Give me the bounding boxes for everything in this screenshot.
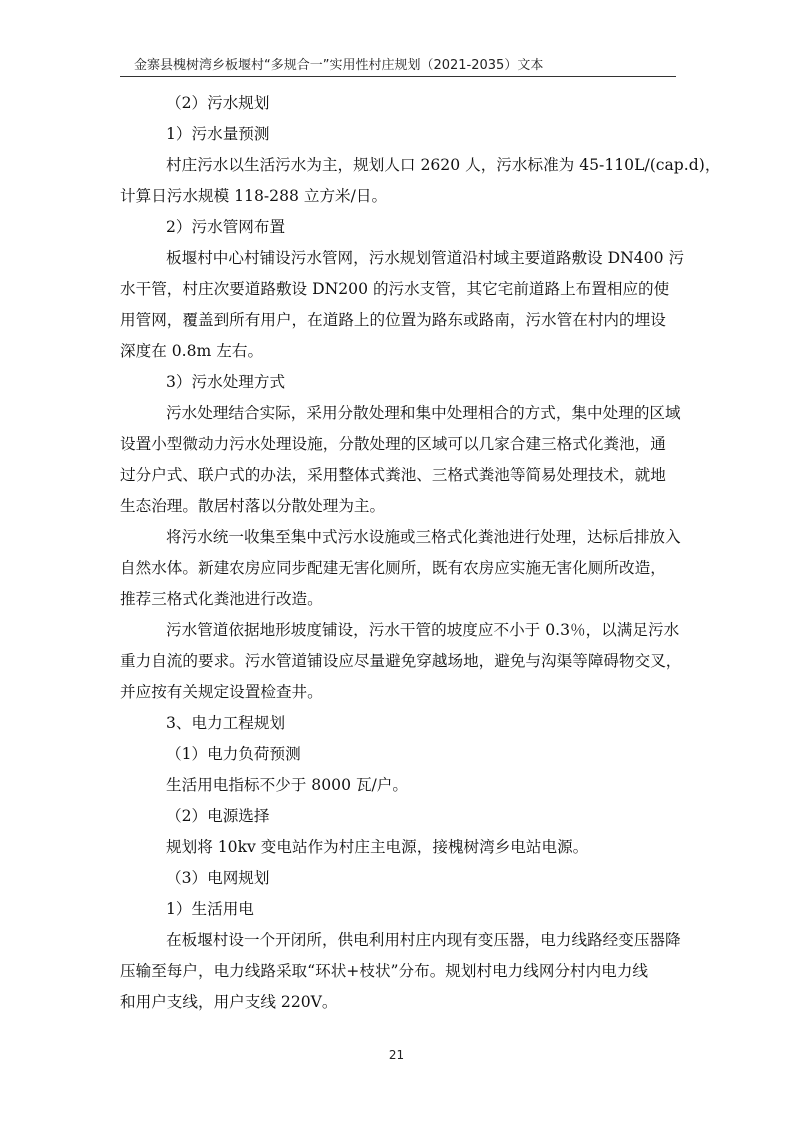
paragraph-line: 推荐三格式化粪池进行改造。 (120, 590, 323, 608)
paragraph-line: 水干管，村庄次要道路敷设 DN200 的污水支管，其它宅前道路上布置相应的使 (120, 280, 670, 298)
paragraph-line: 生态治理。散居村落以分散处理为主。 (120, 497, 386, 515)
heading-power-load: （1）电力负荷预测 (166, 745, 301, 763)
header-rule (120, 76, 676, 77)
paragraph-line: 污水处理结合实际，采用分散处理和集中处理相合的方式，集中处理的区域 (166, 404, 681, 422)
paragraph-line: 规划将 10kv 变电站作为村庄主电源，接槐树湾乡电站电源。 (166, 838, 589, 856)
paragraph-line: 和用户支线，用户支线 220V。 (120, 993, 338, 1011)
paragraph-line: 在板堰村设一个开闭所，供电利用村庄内现有变压器，电力线路经变压器降 (166, 931, 681, 949)
paragraph-line: 板堰村中心村铺设污水管网，污水规划管道沿村域主要道路敷设 DN400 污 (166, 249, 685, 267)
paragraph-line: 生活用电指标不少于 8000 瓦/户。 (166, 776, 408, 794)
paragraph-line: 过分户式、联户式的办法，采用整体式粪池、三格式粪池等简易处理技术，就地 (120, 466, 666, 484)
paragraph-line: 将污水统一收集至集中式污水设施或三格式化粪池进行处理，达标后排放入 (166, 528, 681, 546)
heading-power-source: （2）电源选择 (166, 807, 270, 825)
paragraph-line: 计算日污水规模 118-288 立方米/日。 (120, 187, 388, 205)
running-header: 金寨县槐树湾乡板堰村“多规合一”实用性村庄规划（2021-2035）文本 (134, 58, 544, 73)
paragraph-line: 重力自流的要求。污水管道铺设应尽量避免穿越场地，避免与沟渠等障碍物交叉， (120, 652, 682, 670)
paragraph-line: 自然水体。新建农房应同步配建无害化厕所，既有农房应实施无害化厕所改造， (120, 559, 666, 577)
heading-domestic-power: 1）生活用电 (166, 900, 254, 918)
paragraph-line: 深度在 0.8m 左右。 (120, 342, 264, 360)
paragraph-line: 设置小型微动力污水处理设施，分散处理的区域可以几家合建三格式化粪池，通 (120, 435, 666, 453)
paragraph-line: 压输至每户，电力线路采取“环状+枝状”分布。规划村电力线网分村内电力线 (120, 962, 649, 980)
heading-sewage-network: 2）污水管网布置 (166, 218, 286, 236)
paragraph-line: 并应按有关规定设置检查井。 (120, 683, 323, 701)
heading-power-planning: 3、电力工程规划 (166, 714, 286, 732)
paragraph-line: 村庄污水以生活污水为主，规划人口 2620 人，污水标准为 45-110L/(cap.d)， (166, 156, 721, 174)
heading-grid-planning: （3）电网规划 (166, 869, 270, 887)
heading-sewage-treatment: 3）污水处理方式 (166, 373, 286, 391)
body-text (120, 88, 721, 1018)
paragraph-line: 污水管道依据地形坡度铺设，污水干管的坡度应不小于 0.3％，以满足污水 (166, 621, 680, 639)
paragraph-line: 用管网，覆盖到所有用户，在道路上的位置为路东或路南，污水管在村内的埋设 (120, 311, 666, 329)
page-number: 21 (388, 1048, 405, 1062)
heading-sewage-forecast: 1）污水量预测 (166, 125, 270, 143)
heading-sewage-planning: （2）污水规划 (166, 94, 270, 112)
